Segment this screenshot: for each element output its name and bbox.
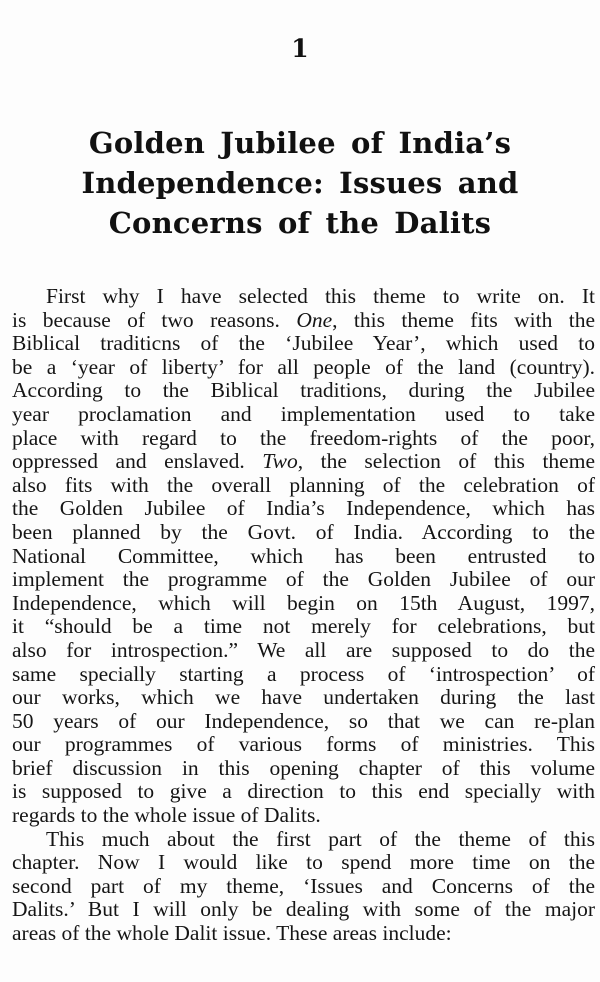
- emphasis-two: Two: [262, 449, 298, 474]
- text-line: our works, which we have undertaken during the last: [12, 685, 595, 710]
- text-line: our programmes of various forms of ministries. This: [12, 732, 595, 757]
- paragraph-1: [12, 285, 595, 828]
- emphasis-one: One: [296, 307, 333, 332]
- text-line: [12, 309, 595, 333]
- text-line: same specially starting a process of ‘introspection’ of: [12, 661, 595, 686]
- text-line: National Committee, which has been entrusted to: [12, 543, 595, 568]
- paragraph-2: [12, 828, 595, 946]
- text-line: This much about the first part of the theme of this: [46, 826, 595, 851]
- chapter-title: [40, 123, 560, 243]
- text-line: second part of my theme, ‘Issues and Concerns of the: [12, 873, 595, 898]
- chapter-title-line: Concerns of the Dalits: [108, 206, 492, 240]
- text-line: place with regard to the freedom-rights of the poor,: [12, 425, 595, 450]
- text-line: First why I have selected this theme to write on. It: [46, 284, 595, 308]
- chapter-body: [12, 285, 595, 946]
- text-run: is because of two reasons.: [12, 307, 297, 332]
- text-line: is supposed to give a direction to this end specially with: [12, 779, 595, 804]
- text-line: implement the programme of the Golden Jubilee of our: [12, 567, 595, 592]
- text-line: 50 years of our Independence, so that we can re-plan: [12, 708, 595, 733]
- text-line: According to the Biblical traditions, during the Jubilee: [12, 378, 595, 403]
- text-line: Dalits.’ But I will only be dealing with some of the major: [12, 897, 595, 922]
- chapter-title-line: Independence: Issues and: [81, 166, 519, 200]
- text-run: , the selection of this theme: [297, 449, 595, 474]
- chapter-title-line: Golden Jubilee of India’s: [88, 126, 512, 160]
- text-line: brief discussion in this opening chapter of this volume: [12, 755, 595, 780]
- text-line: be a ‘year of liberty’ for all people of the land (country).: [12, 354, 595, 379]
- text-line: Independence, which will begin on 15th August, 1997,: [12, 590, 595, 615]
- text-line: Biblical traditicns of the ‘Jubilee Year’, which used to: [12, 331, 595, 356]
- text-run: oppressed and enslaved.: [12, 449, 263, 474]
- chapter-number: 1: [291, 34, 309, 63]
- text-line: [12, 450, 595, 474]
- text-line: areas of the whole Dalit issue. These areas include:: [12, 921, 452, 946]
- text-line: year proclamation and implementation used to take: [12, 401, 595, 426]
- text-line: also fits with the overall planning of the celebration of: [12, 472, 595, 497]
- text-line: regards to the whole issue of Dalits.: [12, 803, 321, 828]
- text-line: the Golden Jubilee of India’s Independence, which has: [12, 496, 595, 521]
- text-run: , this theme fits with the: [332, 307, 595, 332]
- text-line: it “should be a time not merely for celebrations, but: [12, 614, 595, 639]
- text-line: chapter. Now I would like to spend more time on the: [12, 850, 595, 875]
- text-line: also for introspection.” We all are supposed to do the: [12, 637, 595, 662]
- text-line: been planned by the Govt. of India. According to the: [12, 519, 595, 544]
